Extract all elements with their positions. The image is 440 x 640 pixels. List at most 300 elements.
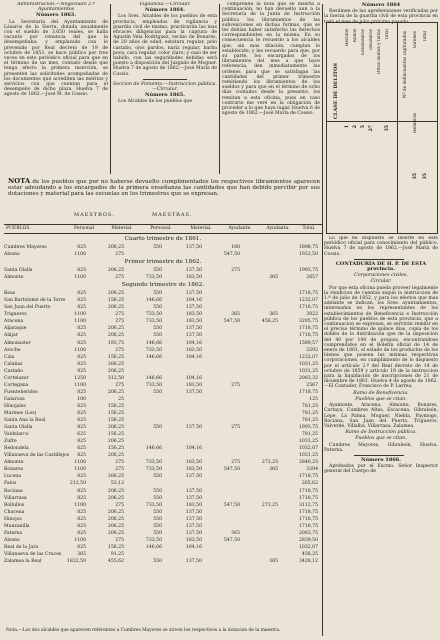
value-cell: 365 (269, 275, 278, 281)
value-cell: 183,50 (185, 467, 202, 473)
value-cell: 1718,75 (299, 523, 318, 529)
table-row (4, 439, 322, 446)
table-side: Total (423, 31, 428, 42)
header-material-f: Material. (190, 226, 212, 231)
pueblo-cell: Cortelazor (4, 375, 29, 381)
value-cell: 137,50 (185, 291, 202, 297)
table-row (4, 467, 322, 474)
value-cell: 550 (153, 495, 162, 501)
value-cell: 156,25 (107, 432, 124, 438)
value-cell: 206,25 (107, 268, 124, 274)
table-row (4, 545, 322, 552)
table-row (4, 362, 322, 369)
pueblo-cell: Zalamea la Real (4, 558, 42, 564)
pueblo-cell: Paterna (4, 530, 23, 536)
value-cell: 733,50 (145, 537, 162, 543)
table-row (4, 524, 322, 531)
value-cell: 206,25 (107, 305, 124, 311)
section-header: Seccion de Fomento.—Instruccion pública.—Circular. (113, 81, 217, 93)
value-cell: 825 (77, 354, 86, 360)
value-cell: 275 (231, 382, 240, 388)
value-cell: 825 (77, 298, 86, 304)
value-cell: 156,25 (107, 446, 124, 452)
table-row (4, 425, 322, 432)
value-cell: 104,16 (185, 446, 202, 452)
value-cell: 1031,25 (299, 453, 318, 459)
value-cell: 550 (153, 530, 162, 536)
table-value: 2 (353, 125, 358, 129)
value-cell: 183,50 (185, 537, 202, 543)
value-cell: 137,50 (185, 425, 202, 431)
value-cell: 625 (77, 403, 86, 409)
value-cell: 275 (231, 460, 240, 466)
value-cell: 137,50 (185, 530, 202, 536)
value-cell: 825 (77, 305, 86, 311)
value-cell: 275 (115, 467, 124, 473)
value-cell: 206,25 (107, 333, 124, 339)
table-row (4, 538, 322, 545)
column-contaduria (324, 236, 438, 636)
header-total: Total. (302, 226, 316, 231)
pueblo-cell: Almonte (4, 460, 24, 466)
header-personal: Personal (73, 226, 95, 231)
table-row (4, 531, 322, 538)
table-row (4, 341, 322, 348)
value-cell: 206,25 (107, 361, 124, 367)
value-cell: 156,25 (107, 410, 124, 416)
value-cell: 1718,75 (299, 516, 318, 522)
notice-text: Por que esta oficina pueda proveer legalmente la rendicion de cuentas segun lo instruccion de 1.º de julio de 1852, y para los efectos que mas adelante se indican, los Sres. ayuntamientos, interesados en los representantes de los establecimientos de Beneficencia e Instrucción pública de los pueblos de esta provincia, que a continuacion se expresan, se servirán remitir en el preciso término de quince dias, copia de los dobles de la distribución que de la imposición del 40 por 100 de propios, encontrandose comprendidos en el Boletín oficial de 14 de enero de 1861, el estado de los productos de los bienes que poseen las mismas respectivas corporaciones, en cumplimiento de lo dispuesto por el artículo 2.º del Real decreto de 14 de octubre de 1859 y articulo 19 de la instruccion para la liquidacion de inscripciones de 21 de diciembre de 1861. Huelva 4 de agosto de 1862.—El Contador, Francisco de P. Larrea. (324, 285, 438, 390)
value-cell: 1031,25 (299, 361, 318, 367)
pueblo-cell: Hinojales (4, 403, 26, 409)
value-cell: 1100 (74, 275, 86, 281)
section-label: Segundo trimestre de 1862. (121, 282, 205, 289)
value-cell: 1993,75 (299, 425, 318, 431)
pueblo-cell: Villanueva de las Castillejos (4, 453, 70, 459)
value-cell: 825 (77, 453, 86, 459)
value-cell: 1718,75 (299, 495, 318, 501)
pueblo-cell: Calañas (4, 361, 23, 367)
value-cell: 206,25 (107, 509, 124, 515)
notice-number: Número 1863. (35, 12, 77, 19)
column-instruccion (222, 2, 320, 176)
table-row (4, 348, 322, 355)
value-cell: 1250 (74, 375, 86, 381)
column-administracion (4, 2, 108, 176)
value-cell: 275 (115, 502, 124, 508)
value-cell: 550 (153, 558, 162, 564)
value-cell: 275 (115, 382, 124, 388)
value-cell: 1718,75 (299, 389, 318, 395)
value-cell: 275 (115, 252, 124, 258)
value-cell: 3428,12 (299, 558, 318, 564)
value-cell: 1100 (74, 347, 86, 353)
value-cell: 25 (118, 396, 124, 402)
value-cell: 550 (153, 488, 162, 494)
value-cell: 825 (77, 439, 86, 445)
table-col: Deudores (369, 29, 374, 50)
section-subtitle: Pueblos que se citan. (355, 436, 407, 442)
table-side: Nº de delincuentes capturados (403, 31, 408, 99)
value-cell: 825 (77, 361, 86, 367)
table-col: Otros delitos y faltas (377, 29, 382, 75)
value-cell: 206,25 (107, 439, 124, 445)
table-row (4, 432, 322, 439)
value-cell: 137,50 (185, 516, 202, 522)
value-cell: 1589,57 (299, 340, 318, 346)
value-cell: 825 (77, 530, 86, 536)
table-row (4, 496, 322, 503)
value-cell: 273,25 (261, 460, 278, 466)
value-cell: 183,50 (185, 382, 202, 388)
value-cell: 2840,25 (299, 460, 318, 466)
table-row (4, 333, 322, 340)
value-cell: 206,25 (107, 291, 124, 297)
value-cell: 825 (77, 488, 86, 494)
table-title: CLASE DE DELITOS (333, 63, 339, 120)
value-cell: 2567 (306, 382, 318, 388)
value-cell: 1100 (74, 460, 86, 466)
table-row (4, 298, 322, 305)
pueblo-cell: Valdelarco (4, 432, 29, 438)
table-value: 27 (369, 125, 374, 132)
table-row (4, 503, 322, 510)
value-cell: 137,50 (185, 245, 202, 250)
value-cell: 625 (77, 544, 86, 550)
value-cell: 781,25 (301, 418, 318, 424)
value-cell: 781,25 (301, 432, 318, 438)
pueblo-cell: Fuenteheridos (4, 389, 38, 395)
value-cell: 547,50 (223, 252, 240, 258)
table-row (4, 489, 322, 496)
pueblo-cell: Rociana (4, 488, 23, 494)
table-row (4, 404, 322, 411)
table-row (4, 411, 322, 418)
value-cell: 825 (77, 516, 86, 522)
value-cell: 825 (77, 245, 86, 250)
pueblo-cell: Almonte (4, 275, 24, 281)
header-pueblos: PUEBLOS. (6, 226, 31, 231)
value-cell: 206,25 (107, 488, 124, 494)
value-cell: 550 (153, 291, 162, 297)
notice-text: La Secretaría del Ayuntamiento de Lásaros de la Sierra, dotada anualmente con el sueldo de 3.650 reales, se halla vacante por renuncia del que la desempeñaba; y emplazado con lo prevenido por Real decreto de 19 de octubre de 1853, se hace público por tres veces en este periódico oficial para que en el término de un mes, contado desde que tenga efecto la primera inserción, se presenten las solicitudes acompañadas de los documentos que acrediten las méritos y servicios con que cuentan para el desempeño de dicho plaza. Huelva 7 de agosto de 1862.—José M. de Cossio. (4, 19, 108, 98)
table-row (4, 517, 322, 524)
value-cell: 1718,75 (299, 291, 318, 297)
rule (354, 455, 404, 456)
pueblo-cell: Galaroza (4, 396, 25, 402)
value-cell: 550 (153, 326, 162, 332)
value-cell: 550 (153, 389, 162, 395)
value-cell: 825 (77, 326, 86, 332)
table-row (4, 397, 322, 404)
column-divider (322, 4, 323, 636)
notice-number: Número 1864. (144, 7, 186, 14)
table-col: Heridos (345, 29, 350, 47)
pueblo-cell: Manzanilla (4, 523, 30, 529)
value-cell: 183,50 (185, 460, 202, 466)
value-cell: 825 (77, 268, 86, 274)
value-cell: 212,50 (69, 481, 86, 487)
section-row (4, 236, 322, 245)
value-cell: 625 (77, 432, 86, 438)
value-cell: 1232,07 (299, 298, 318, 304)
value-cell: 53,12 (110, 481, 124, 487)
table-footnote: Nota.—Los dos alcaldes que aparecen referentes a Cumbres Mayores se sirven los respectivos a la dotacion de la maestra. (6, 628, 281, 633)
value-cell: 825 (77, 291, 86, 297)
value-cell: 312,50 (107, 375, 124, 381)
value-cell: 137,50 (185, 495, 202, 501)
value-cell: 206,25 (107, 453, 124, 459)
pueblo-cell: Cortegana (4, 382, 29, 388)
value-cell: 550 (153, 516, 162, 522)
value-cell: 275 (115, 275, 124, 281)
notice-text: Los Sres. Alcaldes de los pueblos de esta provincia, empleados de vigilancia y guardia civil de mismo, practicarán las mas eficaces diligencias para la captura de Agustín Vela Rodríguez, vecino de Bonares, de 20 años de edad, estatura regular, pelo castaño, ojos pardos, nariz regular, barba poca, cara regular, color claro; y caso de ser habido, con las seguridades debidas será puesto a disposición del Juzgado de Moguer. Huelva 7 de agosto de 1862.—José María de Cossio. (113, 14, 217, 77)
notice-number: Número 1866. (360, 456, 402, 463)
value-cell: 206,25 (107, 474, 124, 480)
value-cell: 365 (269, 312, 278, 318)
value-cell: 825 (77, 523, 86, 529)
table-row (4, 390, 322, 397)
table-side: Hembras (413, 113, 418, 133)
value-cell: 137,50 (185, 509, 202, 515)
pueblo-cell: Bollullos (4, 502, 25, 508)
notice-text: Cumbres Mayores, Gibraleón, Huelva, Paterna. (324, 442, 438, 453)
table-row (4, 355, 322, 362)
value-cell: 3295,75 (299, 319, 318, 325)
table-value: 1 (345, 125, 350, 129)
pueblo-cell: Aracena (4, 319, 24, 325)
pueblo-cell: Bonares (4, 467, 24, 473)
value-cell: 156,25 (107, 418, 124, 424)
value-cell: 206,25 (107, 389, 124, 395)
value-cell: 547,50 (223, 537, 240, 543)
pueblo-cell: Alosno (4, 252, 20, 258)
rule (354, 259, 404, 260)
header-ayudanta: Ayudanta. (266, 226, 290, 231)
table-row (4, 369, 322, 376)
value-cell: 146,66 (145, 544, 162, 550)
pueblo-cell: Cumbres Mayores (4, 245, 47, 250)
value-cell: 365 (269, 467, 278, 473)
value-cell: 91,25 (110, 551, 124, 557)
value-cell: 550 (153, 509, 162, 515)
value-cell: 156,25 (107, 354, 124, 360)
section-row (4, 259, 322, 268)
table-value: 35 (385, 125, 390, 132)
table-row (4, 559, 322, 566)
pueblo-cell: Redondela (4, 446, 29, 452)
table-row (4, 383, 322, 390)
value-cell: 156,25 (107, 298, 124, 304)
value-cell: 550 (153, 425, 162, 431)
notice-number: Número 1864 (361, 2, 401, 8)
notice-number: Número 1865. (144, 92, 186, 99)
pueblo-cell: Santa Olalla (4, 268, 33, 274)
value-cell: 1100 (74, 502, 86, 508)
header-material: Material. (111, 226, 133, 231)
value-cell: 733,50 (145, 319, 162, 325)
table-side: Varones (413, 31, 418, 49)
value-cell: 265,62 (301, 481, 318, 487)
value-cell: 550 (153, 245, 162, 250)
table-row (4, 326, 322, 333)
value-cell: 146,66 (145, 375, 162, 381)
section-header: Administracion.—Negociado 2.º Ayuntamientos (17, 2, 95, 13)
value-cell: 2657 (306, 275, 318, 281)
value-cell: 273,25 (261, 502, 278, 508)
header-ayudante: Ayudante. (228, 226, 252, 231)
value-cell: 206,25 (107, 495, 124, 501)
value-cell: 125 (309, 396, 318, 402)
pueblo-cell: Cala (4, 354, 15, 360)
value-cell: 2292 (306, 347, 318, 353)
table-group-header (64, 212, 322, 222)
section-header: Vigilancia.—Circular. (139, 2, 191, 7)
notice-text: Resúmen de las aprehensiones verificadas por la fuerza de la guardia civil de esta provincia en todo el mes de julio próximo pasado. (324, 9, 438, 25)
value-cell: 1032,07 (299, 446, 318, 452)
value-cell: 137,50 (185, 558, 202, 564)
table-row (4, 418, 322, 425)
value-cell: 733,50 (145, 502, 162, 508)
value-cell: 1100 (74, 252, 86, 258)
value-cell: 104,16 (185, 375, 202, 381)
value-cell: 733,50 (145, 347, 162, 353)
notice-text: Lo que he dispuesto se inserte en este periódico oficial para conocimiento del público. Huelva 7 de agosto de 1862.—José María de Cossio. (324, 236, 438, 257)
value-cell: 1993,75 (299, 268, 318, 274)
value-cell: 547,50 (223, 319, 240, 325)
value-cell: 1922,50 (299, 252, 318, 258)
value-cell: 3204 (306, 467, 318, 473)
value-cell: 456,25 (261, 319, 278, 325)
value-cell: 137,50 (185, 389, 202, 395)
value-cell: 625 (77, 410, 86, 416)
value-cell: 2839,50 (299, 537, 318, 543)
value-cell: 1822,50 (67, 558, 86, 564)
value-cell: 825 (77, 340, 86, 346)
value-cell: 146,66 (145, 340, 162, 346)
table-row (4, 245, 322, 252)
value-cell: 625 (77, 418, 86, 424)
value-cell: 137,50 (185, 523, 202, 529)
value-cell: 275 (231, 268, 240, 274)
column-divider (219, 4, 220, 174)
header-personal-f: Personal. (150, 226, 172, 231)
nota-text: de los pueblos que por no haberse devuelto cumplimentados los respectivos libramientos aparecen estar adeudando a los encargados de la primera enseñanza las cantidades que han debido percibir por sus dotaciones y material para las escuelas en los trimestres que se expresan. (8, 179, 320, 198)
value-cell: 104,16 (185, 298, 202, 304)
group-maestros: MAESTROS. (74, 212, 115, 218)
value-cell: 1718,75 (299, 474, 318, 480)
value-cell: 781,25 (301, 410, 318, 416)
value-cell: 625 (77, 446, 86, 452)
value-cell: 156,25 (107, 544, 124, 550)
value-cell: 1031,25 (299, 368, 318, 374)
pueblo-cell: Zufre (4, 439, 17, 445)
value-cell: 137,50 (185, 326, 202, 332)
pueblo-cell: Villarrasa (4, 495, 27, 501)
value-cell: 206,25 (107, 425, 124, 431)
value-cell: 275 (231, 425, 240, 431)
section-subtitle: Corporaciones civiles. (354, 273, 408, 279)
pueblo-cell: San Bartolomé de la Torre (4, 298, 66, 304)
table-row (4, 319, 322, 326)
table-row (4, 510, 322, 517)
value-cell: 3112,75 (299, 502, 318, 508)
value-cell: 183,50 (185, 312, 202, 318)
table-value: 5 (361, 125, 366, 129)
table-value: 35 (413, 173, 418, 180)
nota-lead: NOTA (8, 177, 31, 185)
value-cell: 104,16 (185, 354, 202, 360)
table-value: 35 (423, 173, 428, 180)
value-cell: 733,50 (145, 275, 162, 281)
pueblo-cell: Alosno (4, 537, 20, 543)
value-cell: 825 (77, 495, 86, 501)
value-cell: 104,16 (185, 544, 202, 550)
value-cell: 1898,75 (299, 245, 318, 250)
value-cell: 137,50 (185, 333, 202, 339)
value-cell: 1718,75 (299, 326, 318, 332)
value-cell: 137,50 (185, 488, 202, 494)
notice-text: Aprobados por el Excmo. Señor Inspector general del Cuerpo de (324, 464, 438, 475)
value-cell: 275 (115, 319, 124, 325)
table-col: Total (385, 29, 390, 40)
value-cell: 547,50 (223, 502, 240, 508)
value-cell: 825 (77, 389, 86, 395)
value-cell: 825 (77, 425, 86, 431)
table-row (4, 481, 322, 488)
pueblo-cell: Almonaster (4, 340, 31, 346)
value-cell: 547,50 (223, 467, 240, 473)
value-cell: 183,50 (185, 502, 202, 508)
value-cell: 365 (269, 558, 278, 564)
value-cell: 825 (77, 474, 86, 480)
value-cell: 365 (77, 551, 86, 557)
table-col: Robos (353, 29, 358, 43)
value-cell: 275 (115, 312, 124, 318)
section-label: Cuarto trimestre de 1861. (124, 236, 202, 242)
value-cell: 104,16 (185, 340, 202, 346)
pueblo-cell: Lucena (4, 474, 21, 480)
value-cell: 550 (153, 474, 162, 480)
value-cell: 781,25 (301, 403, 318, 409)
value-cell: 733,50 (145, 467, 162, 473)
value-cell: 2083,75 (299, 530, 318, 536)
value-cell: 456,25 (301, 551, 318, 557)
value-cell: 2083,32 (299, 375, 318, 381)
pueblo-cell: Marines (Los) (4, 410, 37, 416)
value-cell: 180 (231, 245, 240, 250)
value-cell: 733,50 (145, 382, 162, 388)
value-cell: 137,50 (185, 305, 202, 311)
value-cell: 1031,25 (299, 439, 318, 445)
table-row (4, 376, 322, 383)
table-body (4, 236, 322, 566)
pueblo-cell: Trigueros (4, 312, 27, 318)
value-cell: 206,25 (107, 326, 124, 332)
section-subtitle: Ramo de Beneficencia. (353, 390, 409, 396)
rule (143, 79, 187, 80)
pueblo-cell: Castaño (4, 368, 23, 374)
notice-text: Ayamonte, Aracena, Almonte, Bonares, Cartaya, Cumbres Altas, Escacena, Gibraleón, Lepe, La Palma, Moguer, Niebla, Paymogo, Rociana, San Juan del Puerto, Trigueros, Valverde, Villalba, Villarrasa, Zalamea. (324, 403, 438, 429)
value-cell: 146,66 (145, 354, 162, 360)
value-cell: 206,25 (107, 368, 124, 374)
pueblo-cell: San Juan del Puerto (4, 305, 51, 311)
table-header (4, 224, 322, 234)
pueblo-cell: Real de la Jara (4, 544, 39, 550)
value-cell: 1100 (74, 319, 86, 325)
value-cell: 455,62 (107, 558, 124, 564)
value-cell: 206,25 (107, 245, 124, 250)
